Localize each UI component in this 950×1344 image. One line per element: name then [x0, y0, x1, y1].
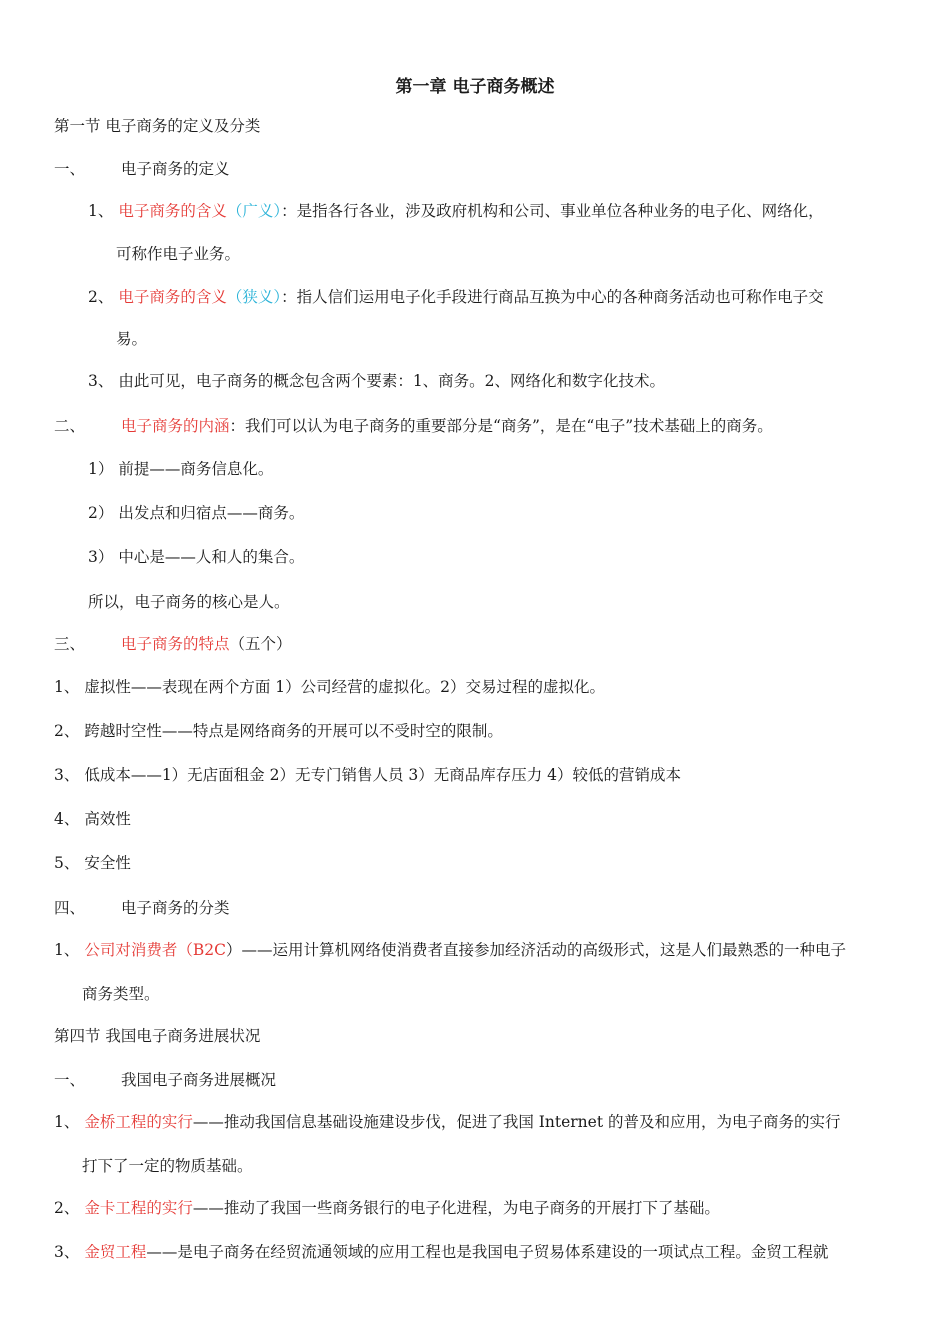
item-number: 1、 — [54, 678, 80, 696]
paragraph-golden-trade — [54, 1241, 828, 1263]
item-number: 1、 — [54, 1113, 80, 1131]
highlight-qualifier: （广义） — [226, 202, 282, 220]
item-number: 2） — [88, 504, 114, 522]
item-number: 1） — [88, 460, 114, 478]
item-text: 中心是——人和人的集合。 — [118, 548, 305, 566]
heading-number: 一、 — [54, 160, 86, 178]
item-number: 2、 — [88, 288, 114, 306]
item-number: 3） — [88, 548, 114, 566]
highlight-term: 金卡工程的实行 — [84, 1199, 193, 1217]
heading-number: 二、 — [54, 417, 86, 435]
heading-number: 三、 — [54, 635, 86, 653]
list-item — [88, 546, 304, 568]
heading-number: 四、 — [54, 899, 86, 917]
heading-text: 电子商务的分类 — [121, 899, 230, 917]
item-number: 5、 — [54, 854, 80, 872]
paragraph-text: ——推动了我国一些商务银行的电子化进程，为电子商务的开展打下了基础。 — [192, 1199, 720, 1217]
heading-body — [121, 633, 292, 655]
item-text: 前提——商务信息化。 — [118, 460, 274, 478]
section-heading: 第四节 我国电子商务进展状况 — [54, 1027, 261, 1045]
paragraph-narrow-definition — [88, 286, 824, 308]
paragraph-continuation: 易。 — [116, 330, 148, 348]
heading-definition — [54, 158, 230, 180]
paragraph-text: ——是电子商务在经贸流通领域的应用工程也是我国电子贸易体系建设的一项试点工程。金贸工程就 — [146, 1243, 829, 1261]
list-item — [88, 502, 304, 524]
highlight-term: 电子商务的内涵 — [121, 417, 230, 435]
paragraph-continuation: 可称作电子业务。 — [116, 245, 241, 263]
heading-body — [121, 415, 773, 437]
item-text: 出发点和归宿点——商务。 — [118, 504, 305, 522]
heading-text: ：我们可以认为电子商务的重要部分是“商务”，是在“电子”技术基础上的商务。 — [229, 417, 773, 435]
paragraph-text: ）——运用计算机网络使消费者直接参加经济活动的高级形式，这是人们最熟悉的一种电子 — [225, 941, 846, 959]
item-number: 3、 — [54, 1243, 80, 1261]
item-number: 3、 — [54, 766, 80, 784]
item-text: 虚拟性——表现在两个方面 1）公司经营的虚拟化。2）交易过程的虚拟化。 — [84, 678, 605, 696]
paragraph-text: ：是指各行各业，涉及政府机构和公司、事业单位各种业务的电子化、网络化， — [281, 202, 824, 220]
heading-progress — [54, 1069, 277, 1091]
list-item — [54, 764, 681, 786]
item-number: 1、 — [88, 202, 114, 220]
item-text: 高效性 — [84, 810, 131, 828]
list-item — [54, 852, 131, 874]
item-number: 2、 — [54, 722, 80, 740]
highlight-term: 电子商务的含义 — [118, 202, 227, 220]
list-item — [54, 676, 605, 698]
paragraph-continuation: 商务类型。 — [82, 985, 160, 1003]
chapter-title: 第一章 电子商务概述 — [395, 77, 555, 97]
highlight-term: 电子商务的含义 — [118, 288, 227, 306]
paragraph-elements — [88, 370, 665, 392]
paragraph-text: 由此可见，电子商务的概念包含两个要素：1、商务。2、网络化和数字化技术。 — [118, 372, 666, 390]
section-heading: 第一节 电子商务的定义及分类 — [54, 117, 261, 135]
heading-connotation — [54, 415, 773, 437]
list-item — [54, 808, 131, 830]
item-text: 安全性 — [84, 854, 131, 872]
paragraph-b2c — [54, 939, 846, 961]
heading-features — [54, 633, 292, 655]
highlight-qualifier: （狭义） — [226, 288, 282, 306]
highlight-term: 金桥工程的实行 — [84, 1113, 193, 1131]
heading-classification — [54, 897, 230, 919]
paragraph-continuation: 打下了一定的物质基础。 — [82, 1157, 253, 1175]
paragraph-broad-definition — [88, 200, 824, 222]
highlight-term: 公司对消费者（B2C — [84, 941, 226, 959]
list-item — [88, 458, 273, 480]
paragraph-text: ——推动我国信息基础设施建设步伐，促进了我国 Internet 的普及和应用，为电子商务的实行 — [192, 1113, 841, 1131]
paragraph-text: ：指人信们运用电子化手段进行商品互换为中心的各种商务活动也可称作电子交 — [281, 288, 824, 306]
item-number: 4、 — [54, 810, 80, 828]
item-text: 跨越时空性——特点是网络商务的开展可以不受时空的限制。 — [84, 722, 503, 740]
heading-number: 一、 — [54, 1071, 86, 1089]
highlight-term: 电子商务的特点 — [121, 635, 230, 653]
paragraph-golden-card — [54, 1197, 720, 1219]
heading-text: 电子商务的定义 — [121, 160, 230, 178]
list-item — [54, 720, 503, 742]
highlight-term: 金贸工程 — [84, 1243, 147, 1261]
conclusion-text: 所以，电子商务的核心是人。 — [88, 593, 290, 611]
item-number: 2、 — [54, 1199, 80, 1217]
paragraph-golden-bridge — [54, 1111, 841, 1133]
item-text: 低成本——1）无店面租金 2）无专门销售人员 3）无商品库存压力 4）较低的营销成本 — [84, 766, 682, 784]
heading-text: 我国电子商务进展概况 — [121, 1071, 277, 1089]
item-number: 1、 — [54, 941, 80, 959]
item-number: 3、 — [88, 372, 114, 390]
heading-text: （五个） — [229, 635, 292, 653]
